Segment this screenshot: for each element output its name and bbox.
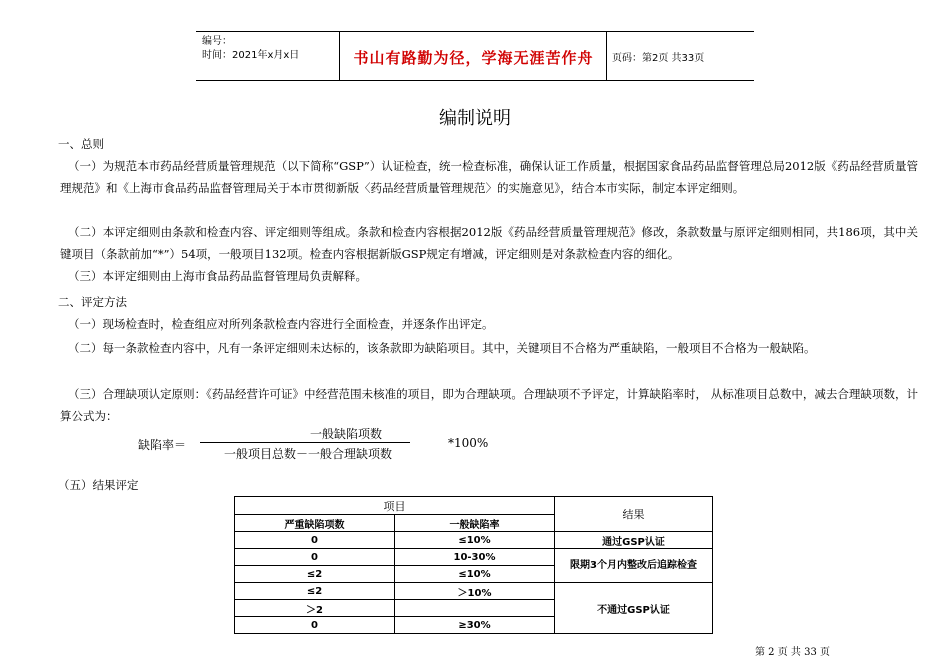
- table-cell: ≤10%: [395, 566, 555, 583]
- table-cell: ＞10%: [395, 583, 555, 600]
- page-header: [196, 31, 754, 81]
- paragraph: （一）现场检查时，检查组应对所列条款检查内容进行全面检查，并逐条作出评定。: [68, 317, 494, 331]
- header-page-label: 页码：第2页 共33页: [612, 53, 705, 64]
- table-cell: ≤2: [235, 583, 395, 600]
- table-cell: 0: [235, 549, 395, 566]
- section-heading: 二、评定方法: [58, 295, 127, 309]
- formula-numerator: 一般缺陷项数: [309, 427, 382, 441]
- header-motto: 书山有路勤为径，学海无涯苦作舟: [353, 49, 594, 67]
- paragraph: （三）合理缺项认定原则：《药品经营许可证》中经营范围未核准的项目，即为合理缺项。合理缺项不予评定，计算缺陷率时， 从标准项目总数中，减去合理缺项数，计算公式为：: [60, 387, 918, 423]
- table-header-row: [235, 497, 713, 515]
- table-cell: ≤10%: [395, 532, 555, 549]
- table-cell: ≤2: [235, 566, 395, 583]
- paragraph: （一）为规范本市药品经营质量管理规范（以下简称“GSP”）认证检查，统一检查标准，确保认证工作质量，根据国家食品药品监督管理总局2012版《药品经营质量管理规范》和《上海市食品药品监督管理局关于本市贯彻新版〈药品经营质量管理规范〉的实施意见》，结合本市实际，制定本评定细则。: [60, 159, 918, 195]
- table-cell: ≥30%: [395, 617, 555, 634]
- section-heading: （五）结果评定: [58, 478, 139, 492]
- table-cell: 0: [235, 532, 395, 549]
- header-divider: [339, 32, 340, 80]
- paragraph: （二）本评定细则由条款和检查内容、评定细则等组成。条款和检查内容根据2012版《药品经营质量管理规范》修改，条款数量与原评定细则相同，共186项，其中关键项目（条款前加“*”）54项，一般项目132项。检查内容根据新版GSP规定有增减，评定细则是对条款检查内容的细化。: [60, 225, 918, 261]
- header-result: 结果: [555, 497, 713, 532]
- page-title: 编制说明: [439, 108, 511, 129]
- header-divider: [606, 32, 607, 80]
- paragraph: （三）本评定细则由上海市食品药品监督管理局负责解释。: [68, 269, 367, 283]
- table-row: [235, 532, 713, 549]
- formula-multiplier: *100%: [448, 436, 489, 450]
- table-cell: 0: [235, 617, 395, 634]
- number-label: 编号：: [202, 36, 232, 47]
- page-footer: 第 2 页 共 33 页: [755, 647, 830, 658]
- fraction-bar: [200, 442, 410, 443]
- header-item: 项目: [235, 497, 555, 515]
- section-heading: 一、总则: [58, 137, 104, 151]
- table-row: [235, 549, 713, 566]
- header-meta: [202, 35, 299, 63]
- table-cell: [395, 600, 555, 617]
- formula-denominator: 一般项目总数－一般合理缺项数: [223, 447, 392, 461]
- table-cell: 10-30%: [395, 549, 555, 566]
- col-general-defect-rate: 一般缺陷率: [395, 515, 555, 532]
- table-cell: ＞2: [235, 600, 395, 617]
- result-cell: 限期3个月内整改后追踪检查: [555, 549, 713, 583]
- result-table: [234, 496, 713, 634]
- col-serious-defects: 严重缺陷项数: [235, 515, 395, 532]
- time-label: 时间：2021年x月x日: [202, 50, 300, 61]
- table-row: [235, 583, 713, 600]
- result-cell: 通过GSP认证: [555, 532, 713, 549]
- paragraph: （二）每一条款检查内容中，凡有一条评定细则未达标的，该条款即为缺陷项目。其中，关键项目不合格为严重缺陷，一般项目不合格为一般缺陷。: [68, 341, 816, 355]
- formula-label: 缺陷率＝: [138, 438, 187, 452]
- result-cell: 不通过GSP认证: [555, 583, 713, 634]
